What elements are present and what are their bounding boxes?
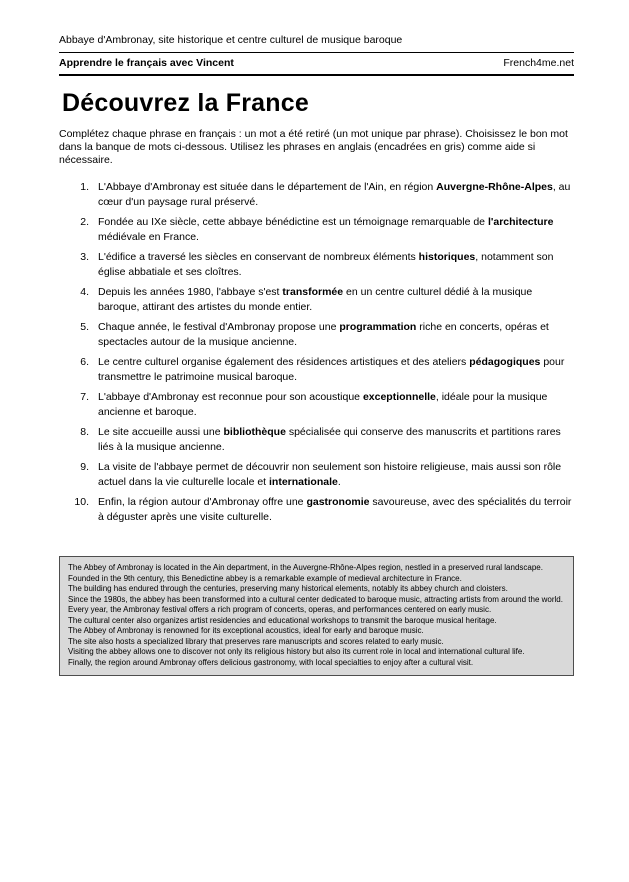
- sentence-post: , notamment son église abbatiale et ses cloîtres.: [98, 251, 554, 278]
- document-page: [59, 0, 574, 676]
- sentence-post: riche en concerts, opéras et spectacles autour de la musique ancienne.: [98, 321, 549, 348]
- header-divider-bottom: [59, 74, 574, 76]
- item-number: 1.: [80, 181, 89, 193]
- sentence-post: .: [337, 476, 341, 488]
- exercise-item-9: [59, 460, 574, 490]
- sentence-post: , idéale pour la musique ancienne et baroque.: [98, 391, 548, 418]
- sentence-pre: L'abbaye d'Ambronay est reconnue pour son acoustique: [98, 391, 363, 403]
- answer-word: gastronomie: [306, 496, 370, 508]
- english-sentence: The Abbey of Ambronay is located in the Ain department, in the Auvergne-Rhône-Alpes region, nestled in a preserved rural landscape.: [68, 563, 543, 572]
- sentence-pre: L'édifice a traversé les siècles en conservant de nombreux éléments: [98, 251, 419, 263]
- item-number: 10.: [74, 496, 89, 508]
- exercise-instructions: Complétez chaque phrase en français : un mot a été retiré (un mot unique par phrase). Choisissez le bon mot dans la banque de mots ci-dessous. Utilisez les phrases en anglais (encadrées en gris) comme aide si nécessaire.: [59, 128, 568, 166]
- item-number: 7.: [80, 391, 89, 403]
- answer-word: programmation: [339, 321, 417, 333]
- item-number: 5.: [80, 321, 89, 333]
- item-sentence: [98, 285, 574, 315]
- answer-word: internationale: [269, 476, 338, 488]
- english-sentence: Founded in the 9th century, this Benedictine abbey is a remarkable example of medieval architecture in France.: [68, 573, 462, 583]
- sentence-post: , au cœur d'un paysage rural préservé.: [98, 181, 571, 208]
- sentence-pre: Le centre culturel organise également des résidences artistiques et des ateliers: [98, 356, 470, 368]
- sentence-post: pour transmettre le patrimoine musical baroque.: [98, 356, 565, 383]
- exercise-list: [59, 180, 574, 525]
- item-sentence: [98, 215, 574, 245]
- item-number: 4.: [80, 286, 89, 298]
- brand-title: Apprendre le français avec Vincent: [59, 57, 234, 69]
- exercise-item-10: [59, 495, 574, 525]
- item-sentence: [98, 355, 574, 385]
- item-number: 3.: [80, 251, 89, 263]
- sentence-post: savoureuse, avec des spécialités du terroir à déguster après une visite culturelle.: [98, 496, 572, 523]
- sentence-pre: Depuis les années 1980, l'abbaye s'est: [98, 286, 283, 298]
- answer-word: exceptionnelle: [362, 391, 436, 403]
- item-sentence: [98, 320, 574, 350]
- item-sentence: [98, 250, 574, 280]
- document-subject-line: Abbaye d'Ambronay, site historique et centre culturel de musique baroque: [59, 34, 403, 46]
- item-sentence: [98, 495, 574, 525]
- english-sentence: Finally, the region around Ambronay offers delicious gastronomy, with local specialties to enjoy after a cultural visit.: [68, 657, 474, 667]
- answer-word: pédagogiques: [469, 356, 541, 368]
- sentence-pre: La visite de l'abbaye permet de découvrir non seulement son histoire religieuse, mais aussi son rôle actuel dans la vie culturelle locale et: [98, 461, 562, 488]
- item-sentence: [98, 390, 574, 420]
- answer-word: transformée: [282, 286, 344, 298]
- exercise-item-3: [59, 250, 574, 280]
- sentence-pre: L'Abbaye d'Ambronay est située dans le département de l'Ain, en région: [98, 181, 437, 193]
- sentence-pre: Fondée au IXe siècle, cette abbaye bénédictine est un témoignage remarquable de: [98, 216, 488, 228]
- answer-word: bibliothèque: [223, 426, 286, 438]
- exercise-item-1: [59, 180, 574, 210]
- page-title: Découvrez la France: [62, 89, 309, 117]
- english-sentence: The cultural center also organizes artist residencies and educational workshops to transmit the baroque musical heritage.: [68, 615, 497, 625]
- english-help-box: [59, 556, 574, 676]
- sentence-pre: Chaque année, le festival d'Ambronay propose une: [98, 321, 340, 333]
- exercise-item-2: [59, 215, 574, 245]
- brand-row: [59, 53, 574, 74]
- item-number: 9.: [80, 461, 89, 473]
- exercise-item-7: [59, 390, 574, 420]
- answer-word: historiques: [418, 251, 476, 263]
- sentence-pre: Enfin, la région autour d'Ambronay offre une: [98, 496, 307, 508]
- english-sentence: The building has endured through the centuries, preserving many historical elements, notably its abbey church and cloisters.: [68, 584, 508, 593]
- english-sentence: The Abbey of Ambronay is renowned for its exceptional acoustics, ideal for early and baroque music.: [68, 626, 424, 635]
- sentence-post: médiévale en France.: [98, 231, 199, 243]
- answer-word: l'architecture: [487, 216, 554, 228]
- english-sentence: The site also hosts a specialized library that preserves rare manuscripts and scores related to early music.: [68, 636, 444, 646]
- exercise-item-4: [59, 285, 574, 315]
- english-sentence: Visiting the abbey allows one to discover not only its religious history but also its current role in local and international cultural life.: [68, 647, 525, 656]
- item-number: 8.: [80, 426, 89, 438]
- sentence-post: spécialisée qui conserve des manuscrits et partitions rares liés à la musique ancienne.: [98, 426, 561, 453]
- item-sentence: [98, 460, 574, 490]
- english-sentence: Every year, the Ambronay festival offers a rich program of concerts, operas, and performances centered on early music.: [68, 605, 492, 614]
- brand-website: French4me.net: [503, 57, 574, 69]
- answer-word: Auvergne-Rhône-Alpes: [436, 181, 553, 193]
- sentence-pre: Le site accueille aussi une: [98, 426, 224, 438]
- item-sentence: [98, 425, 574, 455]
- exercise-item-6: [59, 355, 574, 385]
- exercise-item-8: [59, 425, 574, 455]
- item-sentence: [98, 180, 574, 210]
- english-sentence: Since the 1980s, the abbey has been transformed into a cultural center dedicated to baroque music, attracting artists from around the world.: [68, 594, 563, 604]
- item-number: 6.: [80, 356, 89, 368]
- exercise-item-5: [59, 320, 574, 350]
- item-number: 2.: [80, 216, 89, 228]
- sentence-post: en un centre culturel dédié à la musique baroque, attirant des artistes du monde entier.: [98, 286, 533, 313]
